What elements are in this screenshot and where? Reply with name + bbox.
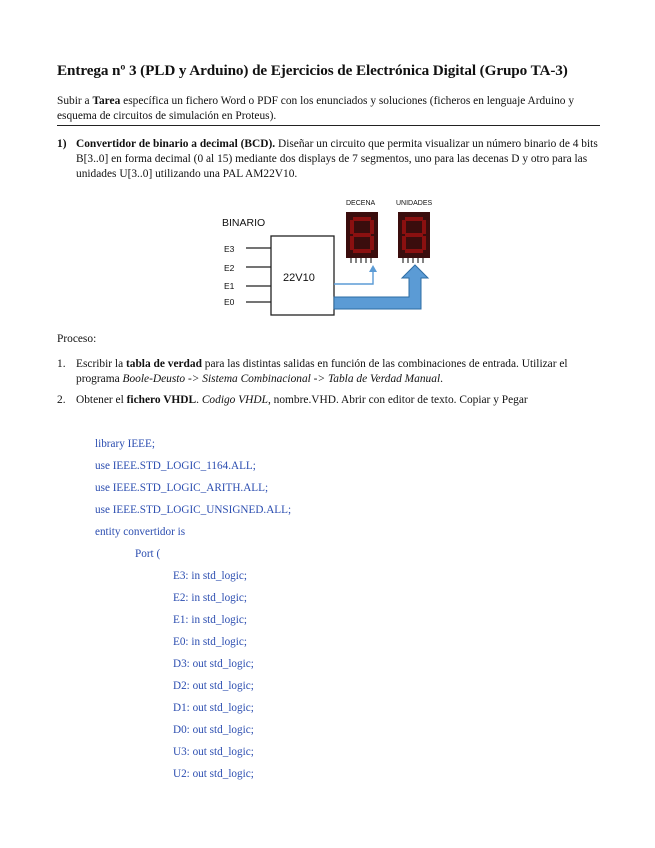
circuit-diagram <box>210 190 450 320</box>
step-post: , nombre.VHD. Abrir con editor de texto. Copiar y Pegar <box>267 394 528 406</box>
input-e3-label: E3 <box>224 244 235 254</box>
step-bold: fichero VHDL <box>126 394 197 406</box>
display-decena-label: DECENA <box>346 200 376 207</box>
decena-arrowhead <box>369 265 377 272</box>
code-line: E1: in std_logic; <box>173 614 247 626</box>
seven-segment-display-decena <box>346 212 378 263</box>
intro-pre: Subir a <box>57 95 93 107</box>
input-e1-label: E1 <box>224 281 235 291</box>
seven-segment-display-unidades <box>398 212 430 263</box>
intro-paragraph <box>57 94 605 124</box>
code-line: E2: in std_logic; <box>173 592 247 604</box>
proceso-label: Proceso: <box>57 333 97 345</box>
code-line: D2: out std_logic; <box>173 680 254 692</box>
step-pre: Obtener el <box>76 394 127 406</box>
exercise-number: 1) <box>57 138 67 150</box>
code-line: D0: out std_logic; <box>173 724 254 736</box>
code-line: D1: out std_logic; <box>173 702 254 714</box>
binario-label: BINARIO <box>222 217 266 229</box>
input-e0-label: E0 <box>224 297 235 307</box>
intro-bold: Tarea <box>92 95 121 107</box>
exercise-body: Diseñar un circuito que permita visualizar un número binario de 4 bits B[3..0] en forma decimal (0 al 15) mediante dos displays de 7 segmentos, uno para las decenas D y otro para las unidades U[3..0] utilizando una PAL AM22V10. <box>76 138 598 180</box>
step-italic: Boole-Deusto -> Sistema Combinacional -> Tabla de Verdad Manual <box>122 373 441 385</box>
horizontal-divider <box>57 125 600 126</box>
step-italic: Codigo VHDL <box>201 394 268 406</box>
step-number: 2. <box>57 394 66 406</box>
input-e2-label: E2 <box>224 263 235 273</box>
input-lines <box>246 248 271 302</box>
code-line: U3: out std_logic; <box>173 746 254 758</box>
step-bold: tabla de verdad <box>125 358 202 370</box>
chip-label: 22V10 <box>283 272 315 284</box>
code-line: E3: in std_logic; <box>173 570 247 582</box>
exercise-heading: Convertidor de binario a decimal (BCD). <box>76 138 276 150</box>
code-line: Port ( <box>135 548 161 560</box>
code-line: D3: out std_logic; <box>173 658 254 670</box>
step-number: 1. <box>57 358 66 370</box>
intro-post: específica un fichero Word o PDF con los enunciados y soluciones (ficheros en lenguaje Arduino y esquema de circuitos de simulación en Proteus). <box>57 95 575 122</box>
step-text <box>76 357 602 387</box>
step-mid: . <box>196 394 202 406</box>
code-line: use IEEE.STD_LOGIC_UNSIGNED.ALL; <box>95 504 292 516</box>
code-line: library IEEE; <box>95 438 155 450</box>
exercise-text <box>76 137 602 182</box>
code-line: U2: out std_logic; <box>173 768 254 780</box>
step-text <box>76 393 528 408</box>
code-line: use IEEE.STD_LOGIC_ARITH.ALL; <box>95 482 269 494</box>
document-title: Entrega nº 3 (PLD y Arduino) de Ejercicios de Electrónica Digital (Grupo TA-3) <box>57 62 568 79</box>
step-pre: Escribir la <box>76 358 126 370</box>
display-unidades-label: UNIDADES <box>396 200 433 207</box>
unidades-bus-arrow <box>334 265 428 309</box>
code-line: use IEEE.STD_LOGIC_1164.ALL; <box>95 460 256 472</box>
code-line: entity convertidor is <box>95 526 186 538</box>
code-line: E0: in std_logic; <box>173 636 247 648</box>
step-post: . <box>440 373 443 385</box>
decena-signal-line <box>334 269 373 284</box>
step-mid: para las distintas salidas en función de las combinaciones de entrada. Utilizar el programa <box>76 358 568 385</box>
